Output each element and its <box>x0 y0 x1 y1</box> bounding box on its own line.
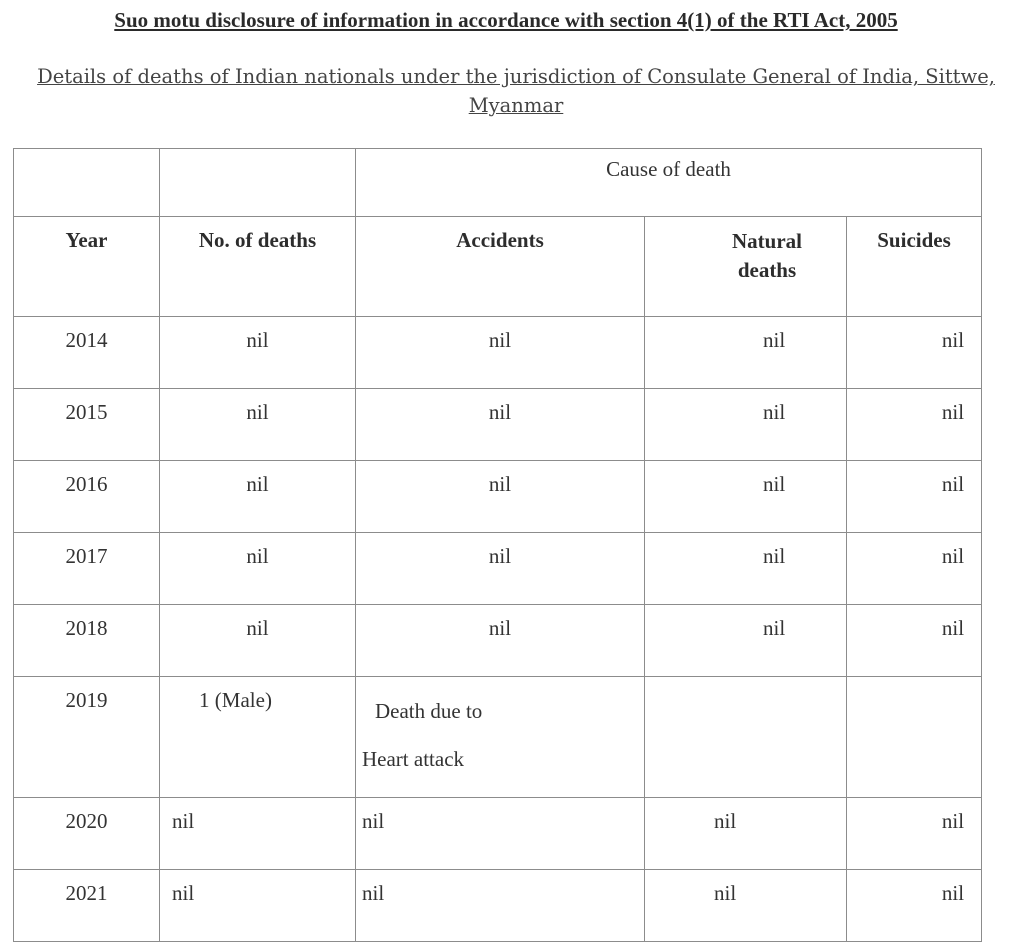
cell-year: 2018 <box>14 605 160 677</box>
cell-suicides: nil <box>847 605 982 677</box>
cell-deaths: nil <box>160 605 356 677</box>
table-row <box>14 533 982 605</box>
cell-natural: nil <box>645 533 847 605</box>
empty-header-cell <box>160 149 356 217</box>
cell-accidents: nil <box>356 317 645 389</box>
cell-natural <box>645 677 847 798</box>
table-row <box>14 798 982 870</box>
empty-header-cell <box>14 149 160 217</box>
cell-year: 2020 <box>14 798 160 870</box>
accident-cause-line-2: Heart attack <box>362 747 465 771</box>
cell-deaths: nil <box>160 317 356 389</box>
cell-accidents: nil <box>356 605 645 677</box>
table-row <box>14 870 982 942</box>
table-row <box>14 317 982 389</box>
accident-cause-line-1: Death due to <box>375 699 483 723</box>
cell-accidents: nil <box>356 389 645 461</box>
cell-deaths: nil <box>160 533 356 605</box>
cell-year: 2016 <box>14 461 160 533</box>
column-header-suicides: Suicides <box>847 217 982 317</box>
page-title: Suo motu disclosure of information in accordance with section 4(1) of the RTI Act, 2005 <box>114 8 898 32</box>
cell-natural: nil <box>645 317 847 389</box>
cell-year: 2019 <box>14 677 160 798</box>
cell-year: 2021 <box>14 870 160 942</box>
cell-deaths: nil <box>160 389 356 461</box>
deaths-table <box>13 148 982 942</box>
column-header-year: Year <box>14 217 160 317</box>
cell-suicides: nil <box>847 533 982 605</box>
table-header-row <box>14 217 982 317</box>
cell-accidents: nil <box>356 870 645 942</box>
cell-suicides: nil <box>847 317 982 389</box>
cell-suicides <box>847 677 982 798</box>
cell-deaths: nil <box>160 798 356 870</box>
cell-accidents <box>356 677 645 798</box>
cause-of-death-header: Cause of death <box>356 149 982 217</box>
cell-year: 2014 <box>14 317 160 389</box>
column-header-natural <box>645 217 847 317</box>
natural-header-text: Natural deaths <box>732 229 802 282</box>
cell-natural: nil <box>645 798 847 870</box>
table-row <box>14 605 982 677</box>
cell-year: 2015 <box>14 389 160 461</box>
table-row <box>14 461 982 533</box>
cell-natural: nil <box>645 605 847 677</box>
table-group-header-row <box>14 149 982 217</box>
cell-suicides: nil <box>847 389 982 461</box>
table-row <box>14 677 982 798</box>
column-header-deaths: No. of deaths <box>160 217 356 317</box>
cell-suicides: nil <box>847 461 982 533</box>
cell-natural: nil <box>645 870 847 942</box>
cell-deaths: 1 (Male) <box>160 677 356 798</box>
cell-deaths: nil <box>160 870 356 942</box>
cell-natural: nil <box>645 389 847 461</box>
column-header-accidents: Accidents <box>356 217 645 317</box>
cell-accidents: nil <box>356 798 645 870</box>
cell-suicides: nil <box>847 870 982 942</box>
cell-suicides: nil <box>847 798 982 870</box>
cell-natural: nil <box>645 461 847 533</box>
page-subtitle: Details of deaths of Indian nationals under the jurisdiction of Consulate General of India, Sittwe, Myanmar <box>37 65 995 117</box>
cell-accidents: nil <box>356 461 645 533</box>
table-row <box>14 389 982 461</box>
cell-accidents: nil <box>356 533 645 605</box>
cell-deaths: nil <box>160 461 356 533</box>
cell-year: 2017 <box>14 533 160 605</box>
